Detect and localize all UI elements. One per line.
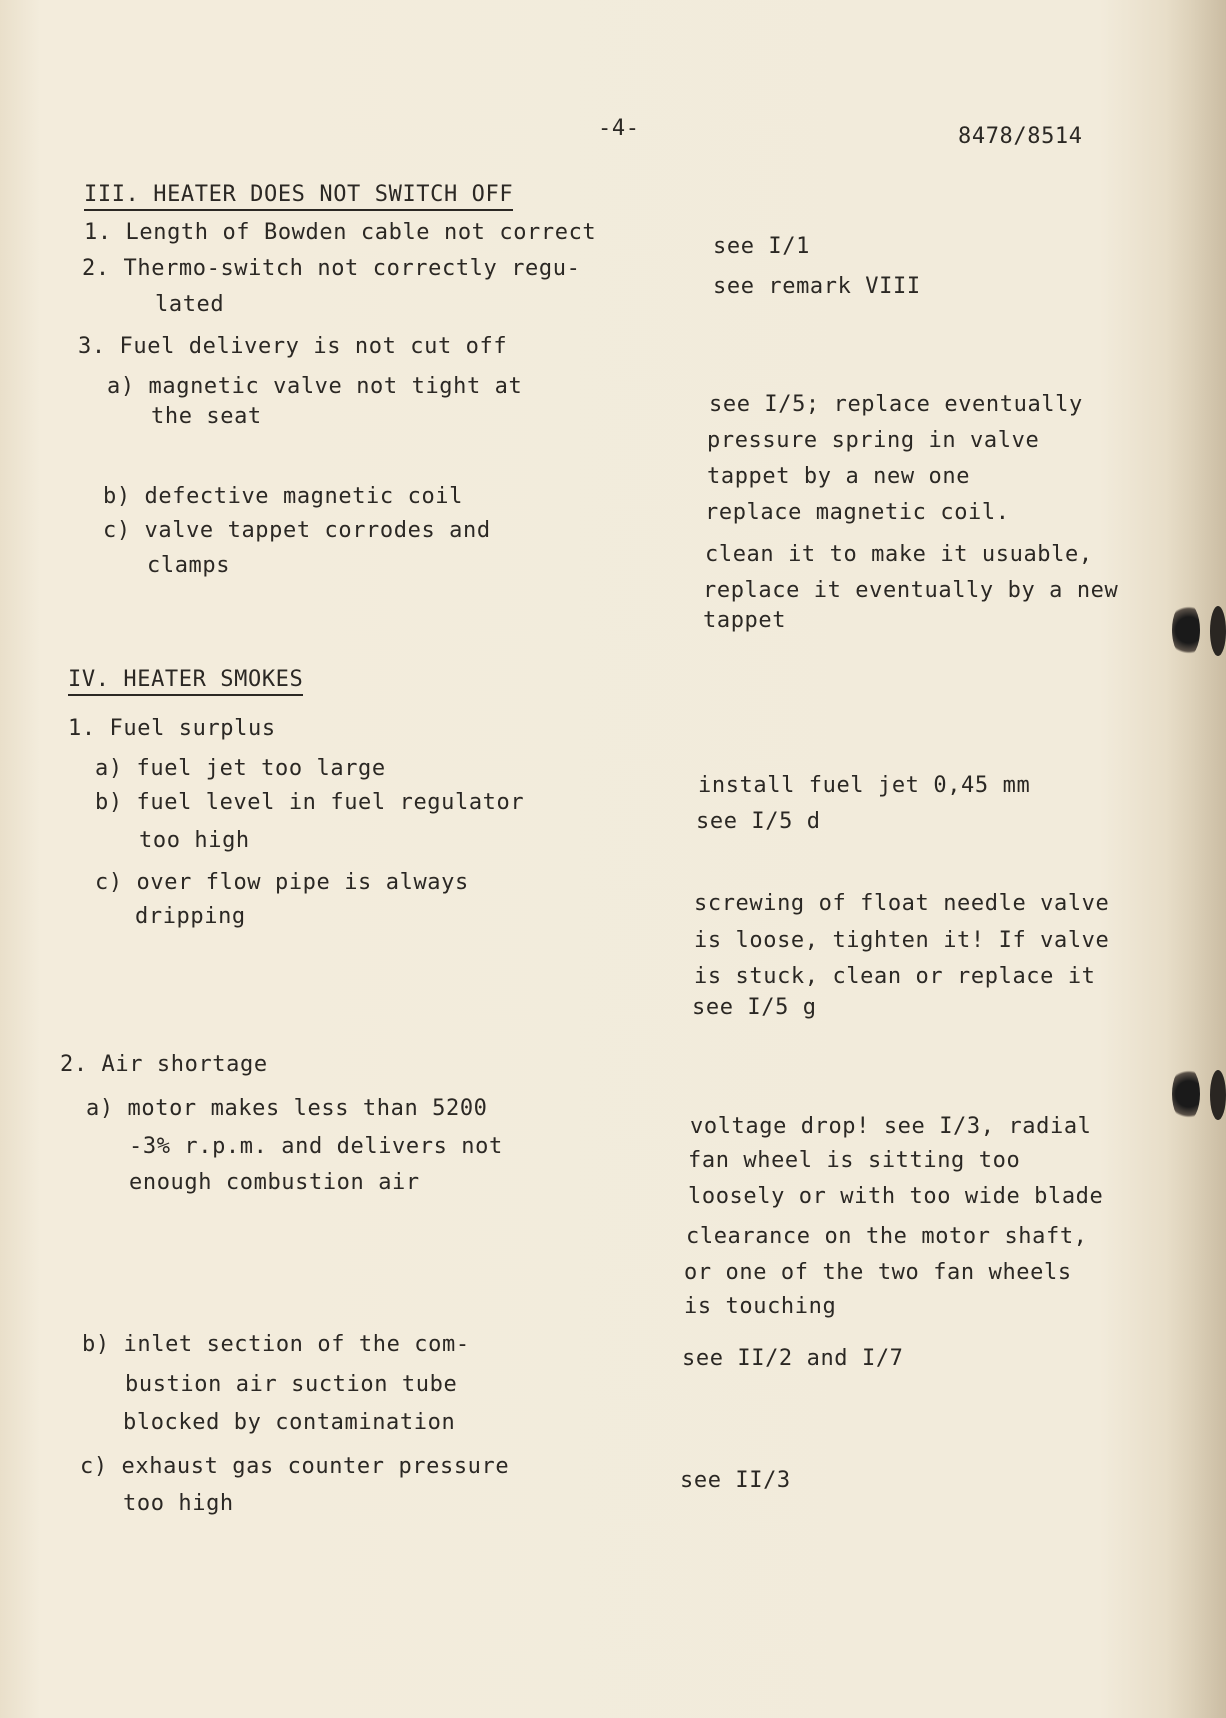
s3-line-7: b) defective magnetic coil bbox=[103, 484, 463, 509]
s3-remedy-3: see I/5; replace eventually bbox=[709, 392, 1083, 417]
s4-remedy-4: is loose, tighten it! If valve bbox=[694, 928, 1110, 953]
s4-line-2: a) fuel jet too large bbox=[95, 756, 386, 781]
section-4-title: IV. HEATER SMOKES bbox=[68, 669, 303, 696]
s4-remedy-13: see II/2 and I/7 bbox=[682, 1346, 904, 1371]
s4-line-9: -3% r.p.m. and delivers not bbox=[129, 1134, 503, 1159]
s4-line-5: c) over flow pipe is always bbox=[95, 870, 469, 895]
binder-hole-bottom bbox=[1210, 1070, 1226, 1120]
s3-line-1: 1. Length of Bowden cable not correct bbox=[84, 220, 597, 245]
s3-remedy-8: replace it eventually by a new bbox=[703, 578, 1119, 603]
s4-remedy-5: is stuck, clean or replace it bbox=[694, 964, 1096, 989]
binder-hole-bottom-edge bbox=[1172, 1066, 1200, 1122]
s3-remedy-4: pressure spring in valve bbox=[707, 428, 1040, 453]
s4-remedy-12: is touching bbox=[684, 1294, 837, 1319]
s4-remedy-10: clearance on the motor shaft, bbox=[686, 1224, 1088, 1249]
s4-line-15: too high bbox=[123, 1491, 234, 1516]
s4-remedy-6: see I/5 g bbox=[692, 995, 817, 1020]
s4-line-7: 2. Air shortage bbox=[60, 1052, 268, 1077]
s4-line-14: c) exhaust gas counter pressure bbox=[80, 1454, 510, 1479]
s3-remedy-9: tappet bbox=[703, 608, 787, 633]
page-number: -4- bbox=[598, 116, 640, 141]
s3-line-5: a) magnetic valve not tight at bbox=[107, 374, 523, 399]
s3-line-9: clamps bbox=[147, 553, 231, 578]
s3-remedy-1: see I/1 bbox=[713, 234, 810, 259]
s4-remedy-7: voltage drop! see I/3, radial bbox=[690, 1114, 1092, 1139]
s4-line-8: a) motor makes less than 5200 bbox=[86, 1096, 488, 1121]
s4-line-6: dripping bbox=[135, 904, 246, 929]
s3-line-6: the seat bbox=[151, 404, 262, 429]
s3-line-4: 3. Fuel delivery is not cut off bbox=[78, 334, 508, 359]
s4-remedy-9: loosely or with too wide blade bbox=[688, 1184, 1104, 1209]
s4-line-11: b) inlet section of the com- bbox=[82, 1332, 470, 1357]
s4-remedy-8: fan wheel is sitting too bbox=[688, 1148, 1021, 1173]
s4-remedy-1: install fuel jet 0,45 mm bbox=[698, 773, 1031, 798]
binder-hole-top bbox=[1210, 606, 1226, 656]
s4-line-12: bustion air suction tube bbox=[125, 1372, 458, 1397]
s4-remedy-11: or one of the two fan wheels bbox=[684, 1260, 1072, 1285]
s3-line-3: lated bbox=[155, 292, 225, 317]
s3-remedy-7: clean it to make it usuable, bbox=[705, 542, 1093, 567]
s4-line-3: b) fuel level in fuel regulator bbox=[95, 790, 525, 815]
s4-line-1: 1. Fuel surplus bbox=[68, 716, 276, 741]
page-fold-shadow bbox=[1166, 0, 1226, 1718]
s4-line-4: too high bbox=[139, 828, 250, 853]
s3-remedy-5: tappet by a new one bbox=[707, 464, 971, 489]
s3-remedy-6: replace magnetic coil. bbox=[705, 500, 1010, 525]
s3-line-2: 2. Thermo-switch not correctly regu- bbox=[82, 256, 581, 281]
s3-line-8: c) valve tappet corrodes and bbox=[103, 518, 491, 543]
binder-hole-top-edge bbox=[1172, 602, 1200, 658]
s4-remedy-3: screwing of float needle valve bbox=[694, 891, 1110, 916]
document-reference: 8478/8514 bbox=[958, 124, 1083, 149]
s4-remedy-2: see I/5 d bbox=[696, 809, 821, 834]
section-3-title: III. HEATER DOES NOT SWITCH OFF bbox=[84, 184, 513, 211]
s3-remedy-2: see remark VIII bbox=[713, 274, 921, 299]
s4-remedy-14: see II/3 bbox=[680, 1468, 791, 1493]
s4-line-13: blocked by contamination bbox=[123, 1410, 456, 1435]
s4-line-10: enough combustion air bbox=[129, 1170, 420, 1195]
